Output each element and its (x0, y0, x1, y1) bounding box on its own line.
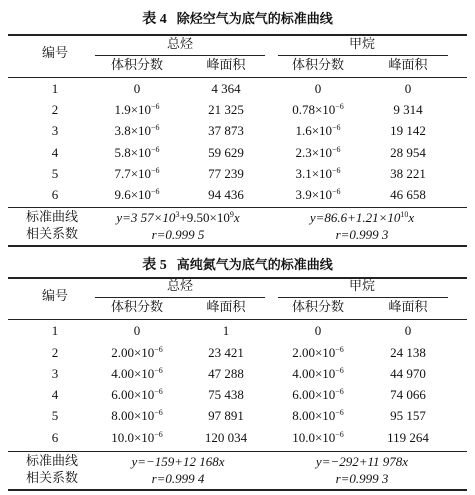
table5-cell-id: 1 (51, 323, 59, 338)
table4-cell-ch4-vol: $3.9\times 10^{-6}$ (295, 187, 341, 202)
table5-cell-ch4-area: 44 970 (390, 366, 426, 381)
table5-cell-id: 4 (51, 387, 59, 402)
table4-cell-id: 3 (51, 123, 59, 138)
table4-cell-thc-area: 94 436 (208, 187, 244, 202)
table4-cell-thc-vol: $5.8\times 10^{-6}$ (114, 145, 160, 160)
table5-header-id: 编号 (41, 289, 69, 304)
table5-caption-number: 表 5 (142, 258, 167, 273)
table4-top-rule (8, 34, 467, 36)
table4-header-rule (8, 77, 467, 78)
table5-cell-ch4-area: 95 157 (390, 408, 426, 423)
table5-caption (0, 254, 475, 274)
table4-cell-thc-vol: $3.8\times 10^{-6}$ (114, 123, 160, 138)
table5-cell-ch4-area: 119 264 (387, 430, 429, 445)
table4-cell-thc-area: 37 873 (208, 123, 244, 138)
table5-cell-ch4-area: 0 (404, 323, 412, 338)
table4-thc-r: r=0.999 5 (151, 227, 205, 242)
table4-cell-thc-vol: 0 (133, 81, 141, 96)
table5-thc-curve: y=−159+12 168x (131, 454, 225, 469)
table4-header-ch4: 甲烷 (348, 37, 376, 52)
table5-header-ch4-vol: 体积分数 (291, 300, 345, 315)
table5-cell-id: 2 (51, 345, 59, 360)
table4-cell-ch4-vol: $1.6\times 10^{-6}$ (295, 123, 341, 138)
table4-header-thc-vol: 体积分数 (110, 58, 164, 73)
table5-header-thc: 总烃 (166, 279, 194, 294)
table5-header-thc-vol: 体积分数 (110, 300, 164, 315)
table5-cell-thc-area: 47 288 (208, 366, 244, 381)
table5-ch4-curve: y=−292+11 978x (315, 454, 409, 469)
table5-cell-thc-area: 97 891 (208, 408, 244, 423)
table5-group-rule-ch4 (278, 297, 448, 298)
table5-cell-ch4-vol: $2.00\times 10^{-6}$ (292, 345, 344, 360)
table5-cell-thc-vol: $4.00\times 10^{-6}$ (111, 366, 163, 381)
table4-cell-thc-area: 59 629 (208, 145, 244, 160)
table5-bottom-rule (8, 489, 467, 491)
table4-ch4-r: r=0.999 3 (335, 227, 389, 242)
table4-cell-thc-vol: $9.6\times 10^{-6}$ (114, 187, 160, 202)
table5-cell-thc-area: 75 438 (208, 387, 244, 402)
table4-cell-ch4-area: 38 221 (390, 166, 426, 181)
table4-cell-thc-area: 77 239 (208, 166, 244, 181)
table5-cell-ch4-vol: $6.00\times 10^{-6}$ (292, 387, 344, 402)
table5-header-ch4: 甲烷 (348, 279, 376, 294)
table4-caption (0, 8, 475, 28)
table5-body-rule (8, 451, 467, 452)
table4-caption-text: 除烃空气为底气的标准曲线 (176, 12, 333, 27)
table5-group-rule-thc (95, 297, 265, 298)
table4-cell-thc-area: 21 325 (208, 102, 244, 117)
table4-header-id: 编号 (41, 46, 69, 61)
table5-ch4-r: r=0.999 3 (335, 471, 389, 486)
table4-cell-id: 2 (51, 102, 59, 117)
table4-group-rule-thc (95, 55, 265, 56)
table5-header-ch4-area: 峰面积 (388, 300, 428, 315)
table4-body-rule (8, 207, 467, 208)
table5-cell-thc-area: 23 421 (208, 345, 244, 360)
table4-cell-ch4-area: 9 314 (393, 102, 423, 117)
table5-cell-id: 6 (51, 430, 59, 445)
table4-cell-id: 5 (51, 166, 59, 181)
table4-cell-ch4-vol: $0.78\times 10^{-6}$ (292, 102, 344, 117)
table4-cell-ch4-area: 46 658 (390, 187, 426, 202)
table4-label-curve: 标准曲线 (26, 210, 79, 225)
table4-cell-ch4-area: 19 142 (390, 123, 426, 138)
table4-cell-ch4-vol: $2.3\times 10^{-6}$ (295, 145, 341, 160)
table5-header-thc-area: 峰面积 (206, 300, 246, 315)
table4-cell-id: 6 (51, 187, 59, 202)
table5-cell-thc-vol: $10.0\times 10^{-6}$ (111, 430, 163, 445)
table5-cell-thc-vol: 0 (133, 323, 141, 338)
table5-thc-r: r=0.999 4 (151, 471, 205, 486)
table5-cell-ch4-vol: 0 (314, 323, 322, 338)
table4-cell-id: 1 (51, 81, 59, 96)
table4-header-ch4-area: 峰面积 (388, 58, 428, 73)
table5-cell-thc-area: 1 (222, 323, 230, 338)
table4-ch4-curve: $y=86.6+1.21\times 10^{10}x$ (309, 210, 415, 225)
table5-top-rule (8, 277, 467, 279)
table5-cell-ch4-area: 74 066 (390, 387, 426, 402)
table5-label-r: 相关系数 (26, 471, 79, 486)
table5-cell-id: 3 (51, 366, 59, 381)
table4-label-r: 相关系数 (26, 227, 79, 242)
table5-cell-thc-vol: $8.00\times 10^{-6}$ (111, 408, 163, 423)
table5-cell-ch4-vol: $10.0\times 10^{-6}$ (292, 430, 344, 445)
table5-label-curve: 标准曲线 (26, 454, 79, 469)
table4-header-ch4-vol: 体积分数 (291, 58, 345, 73)
table4-cell-thc-vol: $7.7\times 10^{-6}$ (114, 166, 160, 181)
table5-cell-thc-area: 120 034 (204, 430, 248, 445)
table5-cell-thc-vol: $2.00\times 10^{-6}$ (111, 345, 163, 360)
table5-header-rule (8, 319, 467, 320)
table4-cell-thc-area: 4 364 (211, 81, 241, 96)
table5-cell-id: 5 (51, 408, 59, 423)
table4-header-thc: 总烃 (166, 37, 194, 52)
table5-cell-thc-vol: $6.00\times 10^{-6}$ (111, 387, 163, 402)
table4-caption-number: 表 4 (142, 12, 167, 27)
table5-cell-ch4-vol: $8.00\times 10^{-6}$ (292, 408, 344, 423)
table5-cell-ch4-area: 24 138 (390, 345, 426, 360)
table4-header-thc-area: 峰面积 (206, 58, 246, 73)
table4-cell-thc-vol: $1.9\times 10^{-6}$ (114, 102, 160, 117)
table4-bottom-rule (8, 245, 467, 247)
table4-cell-ch4-area: 28 954 (390, 145, 426, 160)
table4-cell-ch4-area: 0 (404, 81, 412, 96)
table5-cell-ch4-vol: $4.00\times 10^{-6}$ (292, 366, 344, 381)
table4-group-rule-ch4 (278, 55, 448, 56)
table4-cell-ch4-vol: $3.1\times 10^{-6}$ (295, 166, 341, 181)
table5-caption-text: 高纯氮气为底气的标准曲线 (176, 258, 333, 273)
table4-cell-id: 4 (51, 145, 59, 160)
table4-thc-curve: y=3 $57\times 10^3+9.50\times 10^9x$ (116, 210, 240, 225)
table4-cell-ch4-vol: 0 (314, 81, 322, 96)
